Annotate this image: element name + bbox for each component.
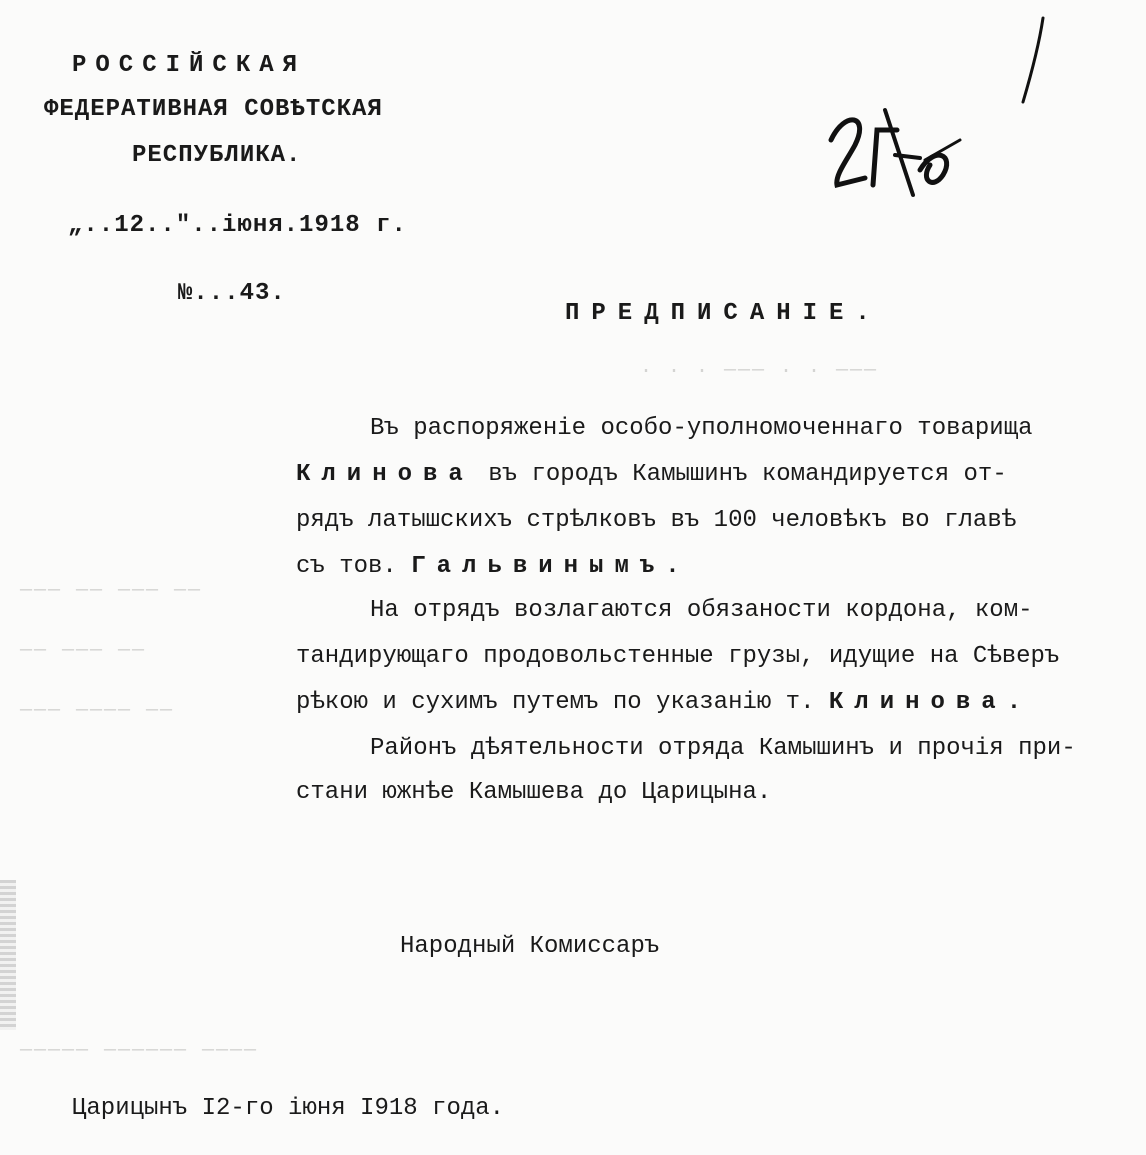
torn-edge — [0, 880, 16, 1030]
signature-line: Народный Комиссаръ — [400, 933, 660, 960]
body-line: стани южнѣе Камышева до Царицына. — [296, 779, 772, 806]
body-line: На отрядъ возлагаются обязаности кордона, ком- — [370, 597, 1033, 624]
body-line: рядъ латышскихъ стрѣлковъ въ 100 человѣкъ во главѣ — [296, 507, 1017, 534]
name-galvin: Гальвиным — [411, 553, 640, 580]
name-klinov: Клинова. — [828, 689, 1033, 716]
show-through-text: ─── ──── ── — [20, 700, 175, 723]
body-line: Районъ дѣятельности отряда Камышинъ и прочiя при- — [370, 735, 1076, 762]
show-through-text: ───── ────── ──── — [20, 1040, 259, 1063]
show-through-text: · · · ─── · · ─── — [640, 360, 879, 383]
show-through-text: ── ─── ── — [20, 640, 147, 663]
date-line: „..12.."..iюня.1918 г. — [68, 212, 407, 239]
body-line: тандирующаго продовольстенные грузы, идущие на Сѣверъ — [296, 643, 1060, 670]
body-line: рѣкою и сухимъ путемъ по указанiю т. Клинова. — [296, 689, 1033, 716]
handwritten-number — [825, 100, 965, 200]
document-number: №...43. — [178, 280, 286, 307]
show-through-text: ─── ── ─── ── — [20, 580, 203, 603]
body-line: Клинова въ городъ Камышинъ командируется от- — [296, 461, 1007, 488]
header-line-1: РОССIЙСКАЯ — [72, 52, 307, 79]
document-title: ПРЕДПИСАНIЕ. — [565, 300, 882, 327]
name-klinov: Клинова — [296, 461, 474, 488]
header-line-2: ФЕДЕРАТИВНАЯ СОВѢТСКАЯ — [44, 96, 383, 123]
body-line: съ тов. Гальвинымъ. — [296, 553, 691, 580]
footer-place-date: Царицынъ I2-го iюня I918 года. — [72, 1095, 505, 1122]
body-line: Въ распоряженiе особо-уполномоченнаго товарища — [370, 415, 1033, 442]
header-line-3: РЕСПУБЛИКА. — [132, 142, 302, 169]
handwritten-mark — [1015, 10, 1055, 110]
